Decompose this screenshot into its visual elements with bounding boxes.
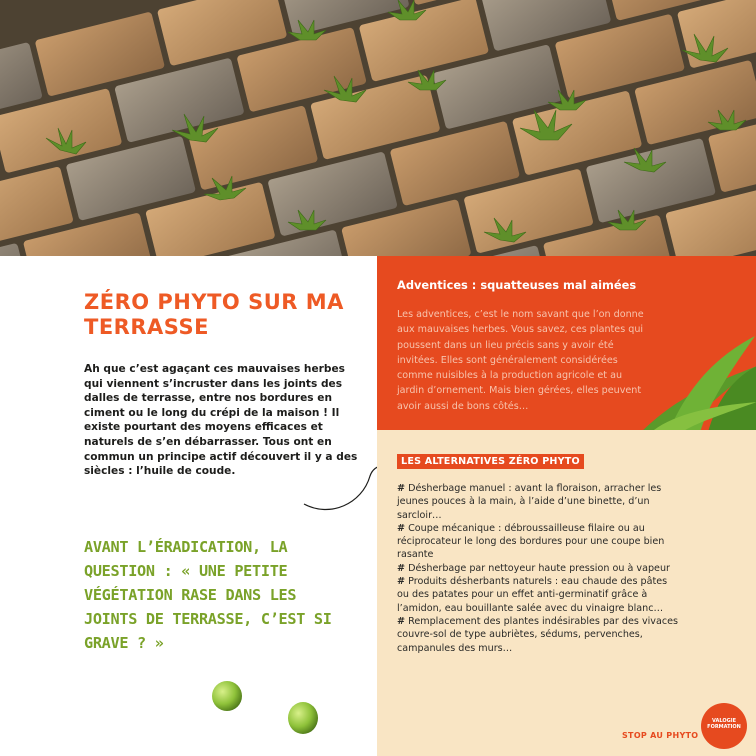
logo-line-1: VALOGIE [711,718,737,724]
footer-label: STOP AU PHYTO [622,731,699,740]
list-item [397,482,682,522]
list-item [397,562,682,575]
hash-bullet-icon: # [397,522,406,534]
pull-quote: AVANT L’ÉRADICATION, LA QUESTION : « UNE PETITE VÉGÉTATION RASE DANS LES JOINTS DE TERRASSE, C’EST SI GRAVE ? » [84,538,332,652]
list-item [397,575,682,615]
alternatives-tag: LES ALTERNATIVES ZÉRO PHYTO [397,454,584,469]
article-intro: Ah que c’est agaçant ces mauvaises herbes qui viennent s’incruster dans les joints des dalles de terrasse, entre nos bordures en ciment ou le long du crépi de la maison ! Il existe pourtant des moyens efficaces et naturels de s’en débarrasser. Tous ont en commun un principe actif découvert il y a des siècles : l’huile de coude. [84,363,358,478]
hero-paving-photo [0,0,756,256]
publisher-logo [701,703,747,749]
alternatives-box [377,430,756,756]
list-item-text: Coupe mécanique : débroussailleuse filaire ou au réciprocateur le long des bordures pour une coupe bien rasante [397,522,665,561]
hash-bullet-icon: # [397,483,406,494]
article-title: ZÉRO PHYTO SUR MA TERRASSE [84,290,344,339]
hash-bullet-icon: # [397,576,406,588]
grass-blades-illustration [637,326,756,430]
list-item-text: Désherbage par nettoyeur haute pression ou à vapeur [408,562,670,574]
hash-bullet-icon: # [397,615,406,627]
hash-bullet-icon: # [397,562,406,574]
list-item-text: Produits désherbants naturels : eau chaude des pâtes ou des patates pour un effet anti-germinatif grâce à l’amidon, eau bouillante salée avec du vinaigre blanc… [397,576,668,614]
adventices-heading: Adventices : squatteuses mal aimées [397,278,637,292]
list-item [397,615,682,655]
adventices-box [377,256,756,430]
list-item-text: Désherbage manuel : avant la floraison, arracher les jeunes pouces à la main, à l’aide d’une binette, d’un sarcloir… [397,483,662,521]
green-peas-image [200,670,330,750]
list-item [397,522,682,562]
adventices-text: Les adventices, c’est le nom savant que l’on donne aux mauvaises herbes. Vous savez, ces plantes qui poussent dans un lieu précis sans y avoir été invitées. Elles sont généralement considérées comme nuisibles à la production agricole et au jardin d’ornement. Mais bien gérées, elles peuvent avoir aussi de bons côtés… [397,309,644,412]
logo-line-2: FORMATION [707,724,741,730]
list-item-text: Remplacement des plantes indésirables par des vivaces couvre-sol de type aubriètes, sédums, pervenches, campanules des murs… [397,615,679,654]
alternatives-list [397,482,682,655]
paving-stones-weeds-photo [0,0,756,256]
